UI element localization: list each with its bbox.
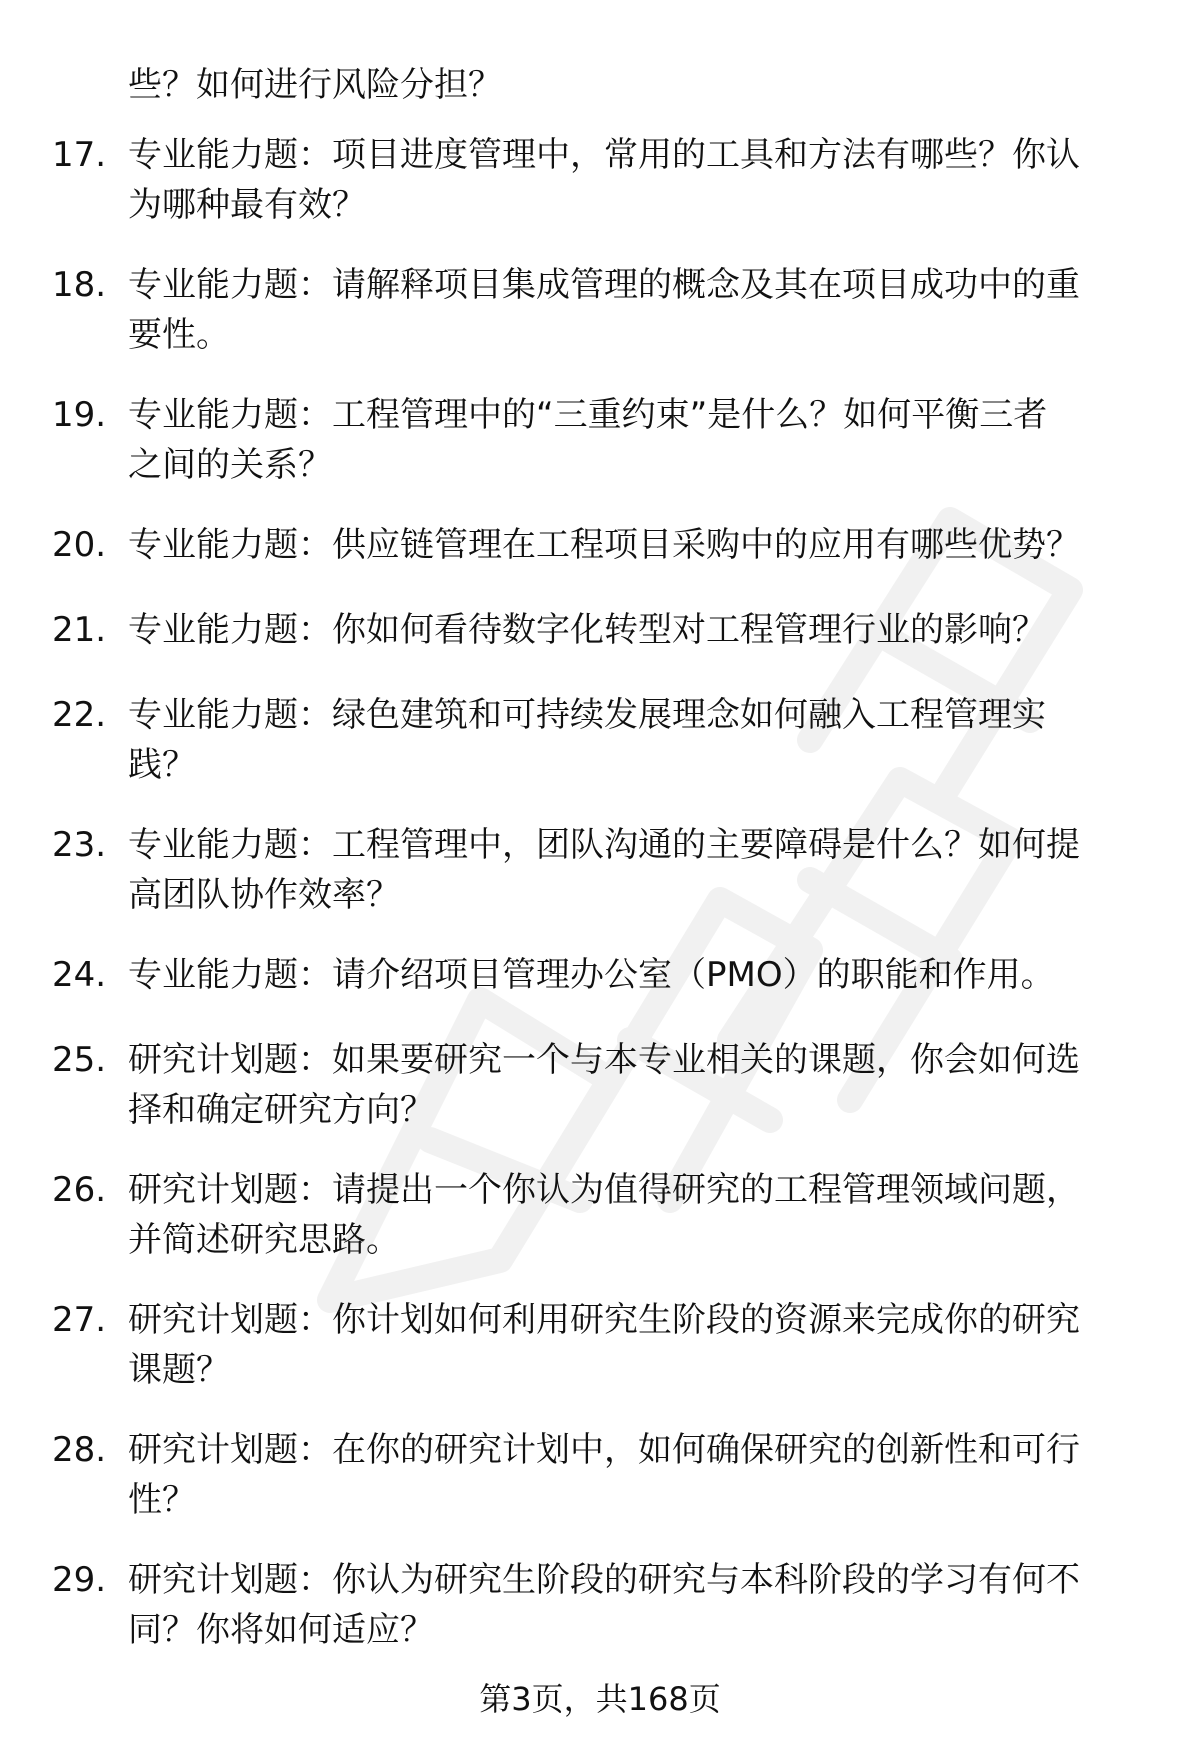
question-text-line: 专业能力题：绿色建筑和可持续发展理念如何融入工程管理实 bbox=[128, 695, 1046, 735]
question-number: 20. bbox=[52, 525, 107, 565]
question-number: 23. bbox=[52, 825, 107, 865]
question-text-line: 研究计划题：你计划如何利用研究生阶段的资源来完成你的研究 bbox=[128, 1300, 1080, 1340]
question-text-line: 专业能力题：工程管理中的“三重约束”是什么？如何平衡三者 bbox=[128, 395, 1048, 435]
question-text-line: 专业能力题：供应链管理在工程项目采购中的应用有哪些优势？ bbox=[128, 525, 1080, 565]
question-text-line: 研究计划题：如果要研究一个与本专业相关的课题，你会如何选 bbox=[128, 1040, 1080, 1080]
page-footer: 第3页，共168页 bbox=[479, 1680, 721, 1718]
question-text bbox=[128, 520, 1138, 570]
question-text bbox=[128, 820, 1138, 920]
question-number: 17. bbox=[52, 135, 107, 175]
question-number: 18. bbox=[52, 265, 107, 305]
question-number: 19. bbox=[52, 395, 107, 435]
question-text bbox=[128, 690, 1138, 790]
question-text-line: 为哪种最有效？ bbox=[128, 185, 366, 225]
question-text bbox=[128, 1295, 1138, 1395]
question-text bbox=[128, 1035, 1138, 1135]
question-text-line: 专业能力题：请解释项目集成管理的概念及其在项目成功中的重 bbox=[128, 265, 1080, 305]
question-number: 21. bbox=[52, 610, 107, 650]
question-text-line: 研究计划题：你认为研究生阶段的研究与本科阶段的学习有何不 bbox=[128, 1560, 1080, 1600]
question-text-line: 专业能力题：请介绍项目管理办公室（PMO）的职能和作用。 bbox=[128, 955, 1055, 995]
continuation-line: 些？如何进行风险分担？ bbox=[128, 65, 502, 105]
question-text-line: 专业能力题：项目进度管理中，常用的工具和方法有哪些？你认 bbox=[128, 135, 1080, 175]
question-text-line: 择和确定研究方向？ bbox=[128, 1090, 434, 1130]
question-text-line: 之间的关系？ bbox=[128, 445, 332, 485]
question-text bbox=[128, 130, 1138, 230]
question-number: 22. bbox=[52, 695, 107, 735]
question-text bbox=[128, 1555, 1138, 1655]
question-text-line: 课题？ bbox=[128, 1350, 230, 1390]
question-text-line: 践？ bbox=[128, 745, 196, 785]
question-number: 25. bbox=[52, 1040, 107, 1080]
question-text bbox=[128, 260, 1138, 360]
question-text-line: 研究计划题：请提出一个你认为值得研究的工程管理领域问题， bbox=[128, 1170, 1080, 1210]
question-text bbox=[128, 950, 1138, 1000]
question-text-line: 研究计划题：在你的研究计划中，如何确保研究的创新性和可行 bbox=[128, 1430, 1080, 1470]
question-text-line: 性？ bbox=[128, 1480, 196, 1520]
question-text-line: 高团队协作效率？ bbox=[128, 875, 400, 915]
question-text-line: 专业能力题：工程管理中，团队沟通的主要障碍是什么？如何提 bbox=[128, 825, 1080, 865]
question-text-line: 并简述研究思路。 bbox=[128, 1220, 400, 1260]
question-text bbox=[128, 605, 1138, 655]
question-text-line: 专业能力题：你如何看待数字化转型对工程管理行业的影响？ bbox=[128, 610, 1046, 650]
question-text bbox=[128, 390, 1138, 490]
question-number: 27. bbox=[52, 1300, 107, 1340]
question-text-line: 要性。 bbox=[128, 315, 230, 355]
question-number: 28. bbox=[52, 1430, 107, 1470]
question-number: 26. bbox=[52, 1170, 107, 1210]
question-number: 24. bbox=[52, 955, 107, 995]
question-number: 29. bbox=[52, 1560, 107, 1600]
question-text-line: 同？你将如何适应？ bbox=[128, 1610, 434, 1650]
question-text bbox=[128, 1425, 1138, 1525]
question-text bbox=[128, 1165, 1138, 1265]
